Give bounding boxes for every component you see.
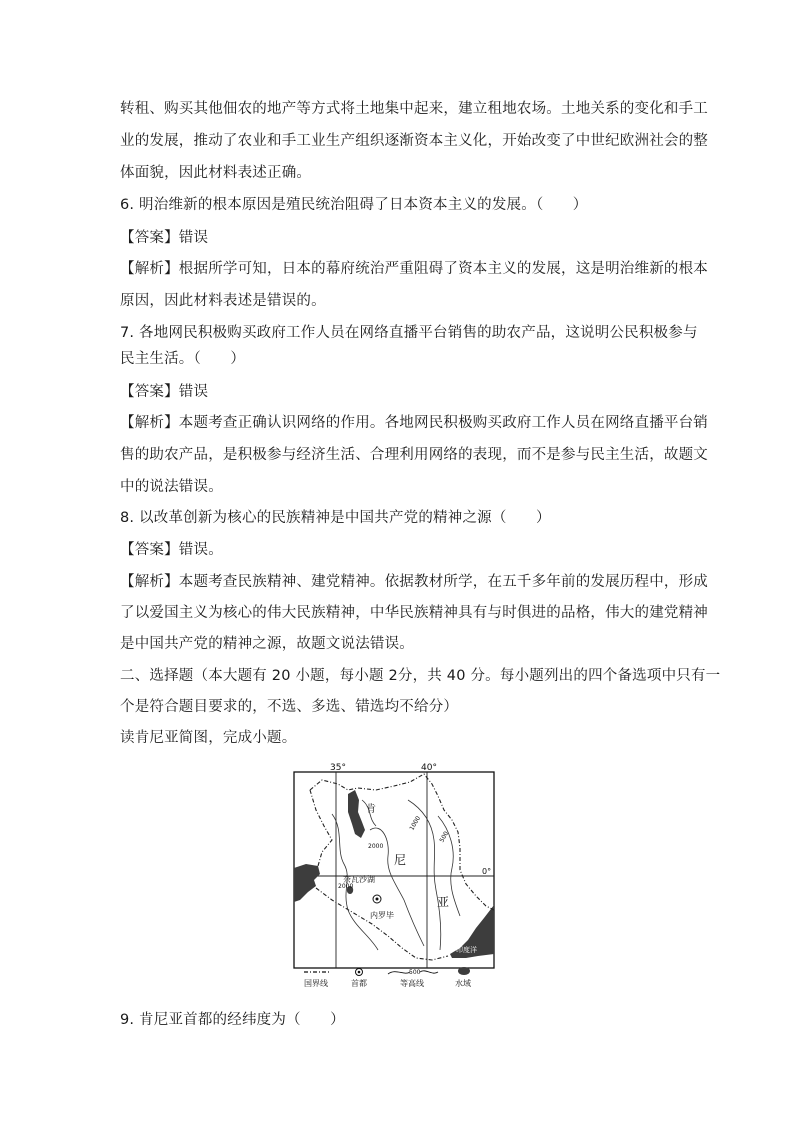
contour-500-label: 500 [438, 830, 451, 844]
map-instruction: 读肯尼亚简图，完成小题。 [120, 730, 297, 746]
question-6: 6. 明治维新的根本原因是殖民统治阻碍了日本资本主义的发展。（ ） [120, 197, 588, 213]
question-7-line: 7. 各地网民积极购买政府工作人员在网络直播平台销售的助农产品，这说明公民积极参与 [120, 325, 698, 341]
legend-contour-icon [420, 971, 438, 973]
legend-capital-dot [358, 971, 361, 974]
lake-naivasha-label: 奈瓦沙湖 [343, 875, 375, 884]
answer-7: 【答案】错误 [120, 384, 209, 400]
answer-6: 【答案】错误 [120, 230, 209, 246]
question-7-line: 民主生活。（ ） [120, 351, 246, 367]
ocean-label: 印度洋 [456, 946, 477, 954]
analysis-7-line: 售的助农产品，是积极参与经济生活、合理利用网络的表现，而不是参与民主生活，故题文 [120, 447, 708, 463]
legend-capital-label: 首都 [351, 979, 367, 988]
contour-2000-label: 2000 [338, 883, 354, 890]
section-heading-line: 个是符合题目要求的，不选、多选、错选均不给分） [120, 699, 459, 715]
analysis-8-line: 【解析】本题考查民族精神、建党精神。依据教材所学，在五千多年前的发展历程中，形成 [120, 574, 708, 590]
kenya-map-svg [292, 760, 498, 994]
legend-water-label: 水域 [455, 979, 471, 988]
question-8: 8. 以改革创新为核心的民族精神是中国共产党的精神之源（ ） [120, 510, 551, 526]
analysis-7-line: 【解析】本题考查正确认识网络的作用。各地网民积极购买政府工作人员在网络直播平台销 [120, 415, 708, 431]
paragraph-line: 转租、购买其他佃农的地产等方式将土地集中起来，建立租地农场。土地关系的变化和手工 [120, 101, 708, 117]
capital-label: 内罗毕 [370, 911, 394, 920]
paragraph-line: 业的发展，推动了农业和手工业生产组织逐渐资本主义化，开始改变了中世纪欧洲社会的整 [120, 133, 708, 149]
contour-2000-label: 2000 [368, 843, 384, 850]
answer-8: 【答案】错误。 [120, 542, 223, 558]
country-char-ni: 尼 [394, 853, 407, 867]
capital-dot [376, 898, 379, 901]
analysis-7-line: 中的说法错误。 [120, 479, 223, 495]
country-char-ken: 肯 [366, 804, 376, 815]
analysis-8-line: 了以爱国主义为核心的伟大民族精神，中华民族精神具有与时俱进的品格，伟大的建党精神 [120, 605, 708, 621]
section-heading-line: 二、选择题（本大题有 20 小题，每小题 2分，共 40 分。每小题列出的四个备选项中只有一 [120, 668, 721, 684]
map-legend [304, 967, 471, 988]
lon-40-label: 40° [421, 763, 437, 773]
map-frame [294, 772, 494, 968]
lon-35-label: 35° [330, 763, 346, 773]
analysis-6-line: 【解析】根据所学可知，日本的幕府统治严重阻碍了资本主义的发展，这是明治维新的根本 [120, 261, 708, 277]
legend-water-icon [458, 967, 470, 975]
paragraph-line: 体面貌，因此材料表述正确。 [120, 165, 312, 181]
country-char-ya: 亚 [437, 895, 450, 909]
lat-0-label: 0° [482, 867, 492, 876]
analysis-8-line: 是中国共产党的精神之源，故题文说法错误。 [120, 636, 414, 652]
question-9: 9. 肯尼亚首都的经纬度为（ ） [120, 1012, 345, 1028]
legend-contour-label: 等高线 [400, 979, 424, 988]
kenya-map [292, 760, 498, 994]
analysis-6-line: 原因，因此材料表述是错误的。 [120, 293, 326, 309]
legend-contour-icon [388, 972, 410, 974]
legend-border-label: 国界线 [304, 979, 328, 988]
legend-contour-value: 500 [409, 969, 421, 976]
contour-1000-label: 1000 [408, 814, 423, 832]
